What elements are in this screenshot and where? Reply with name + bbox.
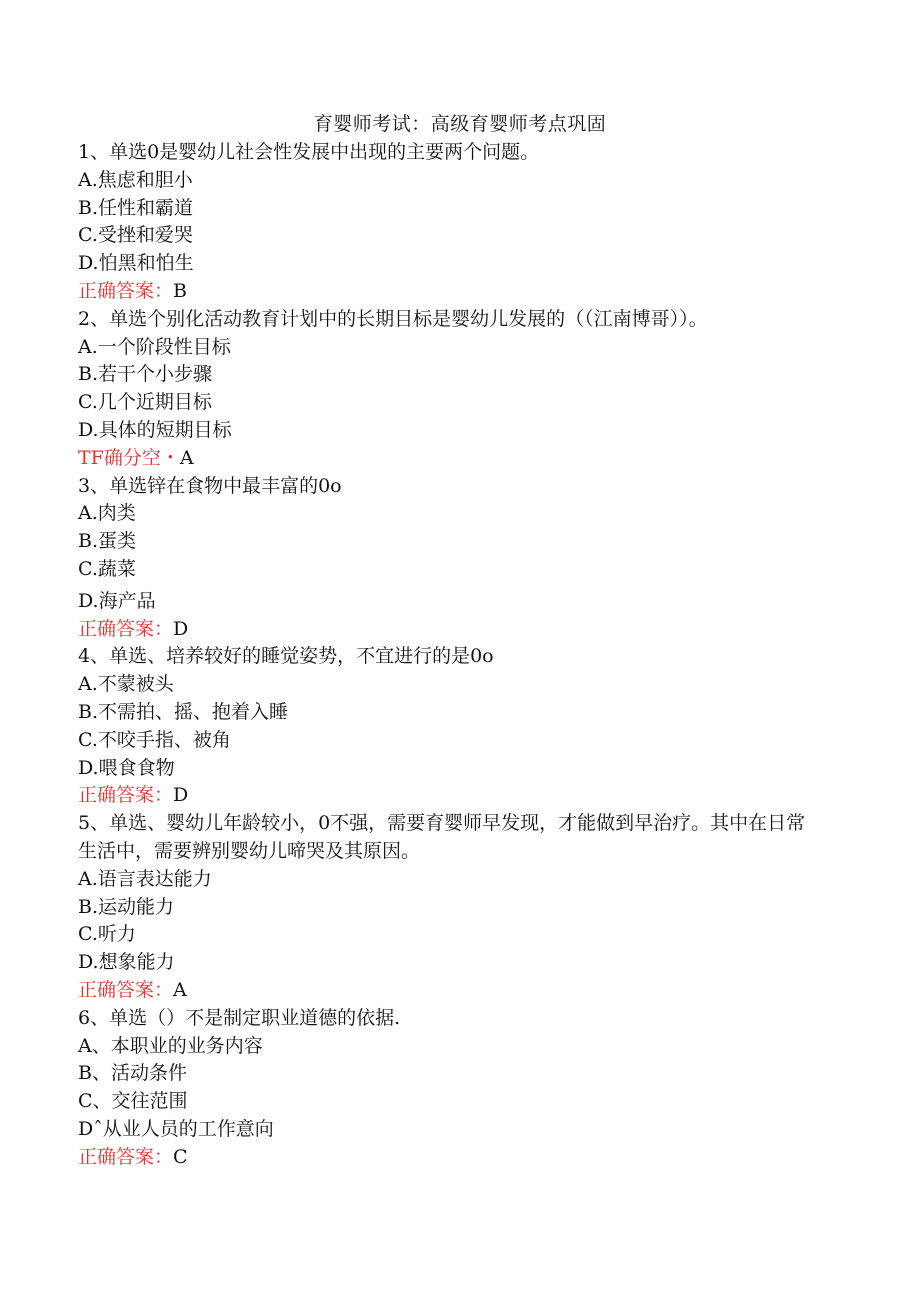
- option-d: Dˆ从业人员的工作意向: [78, 1117, 274, 1140]
- option-c: C、交往范围: [78, 1090, 188, 1113]
- answer-line: [78, 1144, 823, 1172]
- answer-label: 正确答案：: [78, 978, 174, 1001]
- option-a: A、本职业的业务内容: [78, 1034, 263, 1057]
- answer-value: A: [179, 446, 194, 469]
- option-c: C.蔬菜: [78, 557, 136, 580]
- option-a: A.语言表达能力: [78, 867, 212, 890]
- answer-value: D: [173, 617, 189, 640]
- answer-label: 正确答案：: [78, 279, 174, 302]
- option-b: B.若干个小步骤: [78, 363, 213, 386]
- answer-line: [78, 445, 823, 473]
- option-c: C.几个近期目标: [78, 391, 212, 414]
- question-stem: 1、单选0是婴幼儿社会性发展中出现的主要两个问题。: [78, 141, 540, 163]
- option-b: B、活动条件: [78, 1062, 187, 1085]
- question-stem: 3、单选锌在食物中最丰富的0o: [78, 474, 342, 497]
- answer-line: [78, 278, 823, 306]
- option-d: D.具体的短期目标: [78, 418, 232, 441]
- option-a: A.肉类: [78, 502, 136, 525]
- answer-value: D: [173, 784, 189, 807]
- question-stem: 2、单选个别化活动教育计划中的长期目标是婴幼儿发展的（（江南博哥））。: [78, 307, 708, 330]
- answer-label: 正确答案：: [78, 1145, 174, 1168]
- option-a: A.不蒙被头: [78, 673, 174, 696]
- option-c: C.听力: [78, 923, 136, 946]
- option-d: D.怕黑和怕生: [78, 252, 194, 275]
- option-d: D.想象能力: [78, 951, 175, 974]
- answer-value: A: [173, 978, 187, 1001]
- question-stem: 6、单选（）不是制定职业道德的依据.: [78, 1006, 401, 1029]
- answer-value: C: [173, 1145, 188, 1168]
- answer-line: [78, 782, 823, 810]
- option-b: B.不需拍、摇、抱着入睡: [78, 700, 289, 723]
- document-title: 育婴师考试：高级育婴师考点巩固: [313, 113, 607, 135]
- answer-value: B: [173, 279, 187, 302]
- option-a: A.一个阶段性目标: [78, 335, 231, 358]
- question-stem: 4、单选、培养较好的睡觉姿势，不宜进行的是0o: [78, 645, 494, 668]
- option-b: B.蛋类: [78, 530, 137, 553]
- option-c: C.受挫和爱哭: [78, 224, 193, 247]
- option-d: D.喂食食物: [78, 756, 175, 779]
- question-item: [78, 643, 823, 810]
- option-a: A.焦虑和胆小: [78, 168, 193, 191]
- question-item: [78, 1005, 823, 1172]
- option-d: D.海产品: [78, 589, 156, 612]
- answer-label: 正确答案：: [78, 784, 174, 807]
- question-item: [78, 810, 823, 1005]
- question-item: [78, 473, 823, 644]
- question-item: [78, 306, 823, 473]
- answer-label: TF确分空・: [78, 446, 180, 469]
- question-list: [78, 139, 823, 1171]
- question-stem: 5、单选、婴幼儿年龄较小，0不强，需要育婴师早发现，才能做到早治疗。其中在日常生活中，需要辨别婴幼儿啼哭及其原因。: [78, 812, 806, 862]
- answer-line: [78, 977, 823, 1005]
- option-b: B.运动能力: [78, 895, 175, 918]
- answer-label: 正确答案：: [78, 617, 174, 640]
- answer-line: [78, 616, 823, 644]
- question-item: [78, 139, 823, 306]
- option-c: C.不咬手指、被角: [78, 728, 231, 751]
- option-b: B.任性和霸道: [78, 196, 194, 219]
